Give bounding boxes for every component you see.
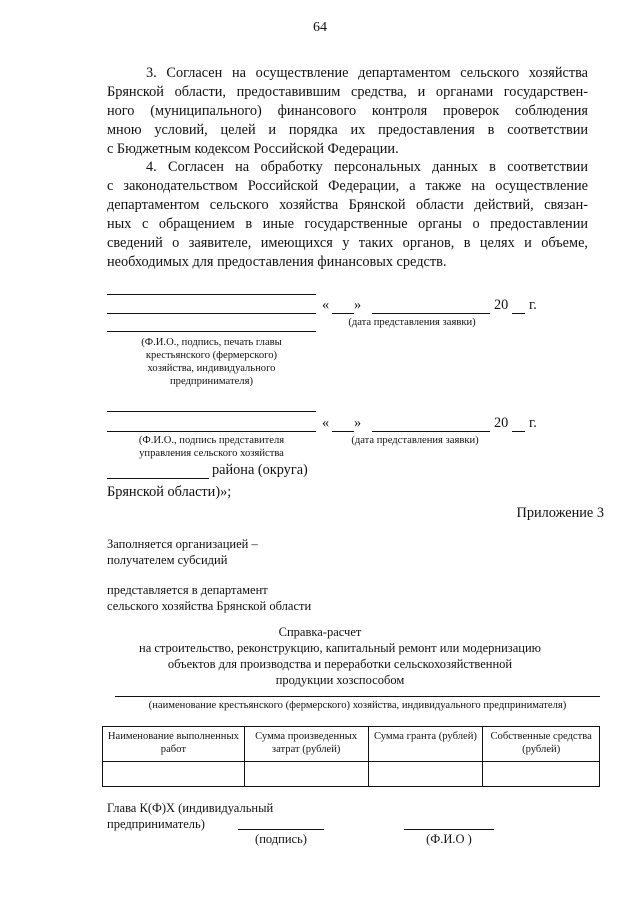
paragraph-line: с законодательством Российской Федерации, а также на осуществление: [107, 178, 588, 194]
date-close-quote: »: [354, 297, 362, 313]
signature-caption: [107, 434, 316, 460]
date-year-prefix: 20: [494, 415, 509, 431]
date-month-field[interactable]: [372, 313, 490, 314]
district-field[interactable]: [107, 478, 209, 479]
table-cell[interactable]: [103, 762, 245, 787]
date-month-field[interactable]: [372, 431, 490, 432]
table-cell[interactable]: [368, 762, 483, 787]
date-year-prefix: 20: [494, 297, 509, 313]
signature-caption: [107, 336, 316, 388]
organization-name-caption: (наименование крестьянского (фермерского) хозяйства, индивидуального предпринимателя): [148, 700, 567, 711]
signature-line[interactable]: [107, 294, 316, 295]
caption-line: предпринимателя): [170, 376, 253, 387]
calculation-table: [102, 726, 600, 787]
head-name-field[interactable]: [404, 829, 494, 830]
region-line: Брянской области)»;: [107, 484, 232, 500]
table-cell[interactable]: [244, 762, 368, 787]
date-day-field[interactable]: [332, 431, 354, 432]
paragraph-3: [107, 64, 588, 159]
appendix-label: Приложение 3: [516, 505, 604, 521]
table-cell[interactable]: [483, 762, 600, 787]
subtitle-line: продукции хозспособом: [275, 673, 405, 687]
signature-line[interactable]: [107, 313, 316, 314]
paragraph-4: [107, 158, 588, 272]
caption-line: управления сельского хозяйства: [139, 448, 284, 459]
paragraph-line: ного (муниципального) финансового контроля проверок соблюдения: [107, 103, 588, 119]
table-header-row: [103, 727, 600, 762]
submit-note: [107, 582, 311, 614]
signature-line[interactable]: [107, 331, 316, 332]
caption-line: крестьянского (фермерского): [145, 350, 278, 361]
caption-line: хозяйства, индивидуального: [147, 363, 276, 374]
date-day-field[interactable]: [332, 313, 354, 314]
table-header-cell: Собственные средства (рублей): [483, 727, 600, 762]
paragraph-line: 4. Согласен на обработку персональных данных в соответствии: [146, 159, 588, 175]
date-close-quote: »: [354, 415, 362, 431]
label-line: предприниматель): [107, 817, 205, 831]
paragraph-line: департаментом сельского хозяйства Брянской области действий, связан-: [107, 197, 588, 213]
signature-line[interactable]: [107, 411, 316, 412]
note-line: получателем субсидий: [107, 553, 228, 567]
district-suffix: района (округа): [212, 462, 308, 478]
note-line: представляется в департамент: [107, 583, 268, 597]
signature-line[interactable]: [107, 431, 316, 432]
date-year-suffix: г.: [529, 415, 537, 431]
note-line: Заполняется организацией –: [107, 537, 258, 551]
date-year-field[interactable]: [512, 431, 525, 432]
fill-note: [107, 536, 258, 568]
paragraph-line: с Бюджетным кодексом Российской Федерации.: [107, 141, 399, 157]
note-line: сельского хозяйства Брянской области: [107, 599, 312, 613]
paragraph-line: необходимых для предоставления финансовых средств.: [107, 254, 447, 270]
page-number: 64: [313, 20, 327, 35]
head-name-caption: (Ф.И.О ): [426, 832, 472, 846]
head-signature-field[interactable]: [238, 829, 324, 830]
date-open-quote: «: [322, 415, 330, 431]
table-header-cell: Наименование выполненных работ: [103, 727, 245, 762]
label-line: Глава К(Ф)Х (индивидуальный: [107, 801, 274, 815]
form-title: Справка-расчет: [278, 625, 362, 639]
subtitle-line: на строительство, реконструкцию, капитальный ремонт или модернизацию: [139, 641, 541, 655]
caption-line: (Ф.И.О., подпись представителя: [138, 435, 285, 446]
paragraph-line: 3. Согласен на осуществление департаментом сельского хозяйства: [146, 65, 588, 81]
paragraph-line: сведений о заявителе, имеющихся у таких органов, в целях и объеме,: [107, 235, 588, 251]
date-year-suffix: г.: [529, 297, 537, 313]
caption-line: (Ф.И.О., подпись, печать главы: [141, 337, 282, 348]
form-subtitle: [0, 640, 640, 688]
subtitle-line: объектов для производства и переработки сельскохозяйственной: [167, 657, 513, 671]
date-open-quote: «: [322, 297, 330, 313]
head-signature-label: [107, 800, 273, 832]
paragraph-line: мною условий, целей и порядка их предоставления в соответствии: [107, 122, 588, 138]
table-header-cell: Сумма гранта (рублей): [368, 727, 483, 762]
table-header-cell: Сумма произведенных затрат (рублей): [244, 727, 368, 762]
organization-name-field[interactable]: [115, 696, 600, 697]
date-caption: (дата представления заявки): [348, 317, 476, 328]
paragraph-line: ных с обращением в иные государственные органы о предоставлении: [107, 216, 588, 232]
date-caption: (дата представления заявки): [351, 435, 479, 446]
paragraph-line: Брянской области, предоставившим средства, и органами государствен-: [107, 84, 588, 100]
head-signature-caption: (подпись): [255, 832, 307, 846]
date-year-field[interactable]: [512, 313, 525, 314]
table-row: [103, 762, 600, 787]
